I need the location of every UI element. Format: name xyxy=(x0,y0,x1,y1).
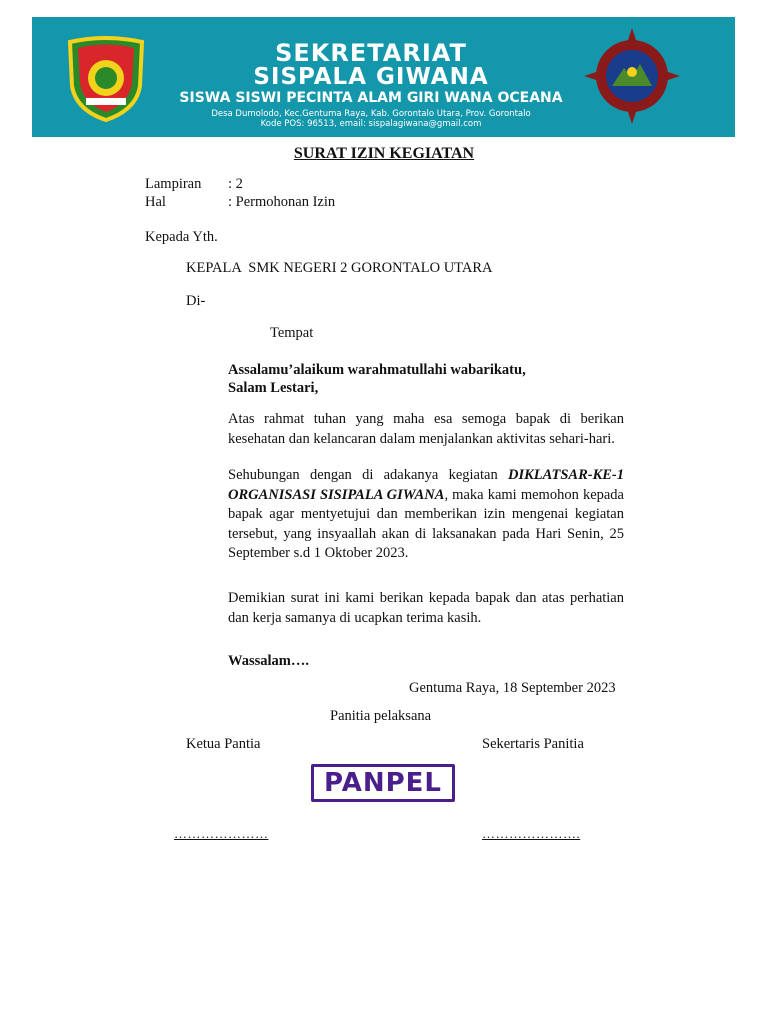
request-body: , maka kami memohon kepada bapak agar mentyetujui dan memberikan izin mengenai kegiatan tersebut, yang insyaallah akan di laksanakan pada Hari Senin, 25 September s.d 1 Oktober 2023. xyxy=(228,486,624,561)
lampiran-label: Lampiran xyxy=(145,176,202,192)
paragraph-closing: Demikian surat ini kami berikan kepada bapak dan atas perhatian dan kerja samanya di ucapkan terima kasih. xyxy=(228,590,624,626)
paragraph-opening: Atas rahmat tuhan yang maha esa semoga bapak di berikan kesehatan dan kelancaran dalam menjalankan aktivitas sehari-hari. xyxy=(228,411,624,447)
letter-date: Gentuma Raya, 18 September 2023 xyxy=(409,680,616,696)
sispala-emblem-logo-icon xyxy=(584,28,680,124)
greeting-lestari: Salam Lestari, xyxy=(228,380,319,396)
panpel-stamp: PANPEL xyxy=(311,764,455,802)
kepada-yth: Kepada Yth. xyxy=(145,229,218,245)
request-intro: Sehubungan dengan di adakanya kegiatan xyxy=(228,467,508,483)
letterhead-banner xyxy=(32,17,735,137)
greeting-salam: Assalamu’alaikum warahmatullahi wabarikatu, xyxy=(228,362,526,378)
signature-line-right: …………………. xyxy=(482,826,581,841)
ketua-label: Ketua Pantia xyxy=(186,736,261,752)
org-title-line1: SEKRETARIAT xyxy=(275,39,467,67)
hal-label: Hal xyxy=(145,194,166,210)
committee-label: Panitia pelaksana xyxy=(330,708,432,724)
org-title-line2: SISPALA GIWANA xyxy=(253,64,489,90)
school-shield-logo-icon xyxy=(66,36,146,122)
closing-wassalam: Wassalam…. xyxy=(228,653,309,669)
tempat-line: Tempat xyxy=(270,325,314,341)
lampiran-value: : 2 xyxy=(228,176,243,192)
sekretaris-label: Sekertaris Panitia xyxy=(482,736,584,752)
paragraph-request xyxy=(228,466,624,564)
signature-line-left: ………………… xyxy=(174,826,269,841)
letter-title: SURAT IZIN KEGIATAN xyxy=(293,145,475,162)
org-address: Desa Dumolodo, Kec.Gentuma Raya, Kab. Gorontalo Utara, Prov. Gorontalo xyxy=(211,109,531,119)
hal-value: : Permohonan Izin xyxy=(228,194,336,210)
org-contact: Kode POS: 96513, email: sispalagiwana@gmail.com xyxy=(260,119,482,129)
org-subtitle: SISWA SISWI PECINTA ALAM GIRI WANA OCEANA xyxy=(179,90,563,106)
recipient: KEPALA SMK NEGERI 2 GORONTALO UTARA xyxy=(186,260,493,276)
event-name: DIKLATSAR-KE-1 ORGANISASI SISIPALA GIWANA xyxy=(228,467,624,503)
di-line: Di- xyxy=(186,293,206,309)
